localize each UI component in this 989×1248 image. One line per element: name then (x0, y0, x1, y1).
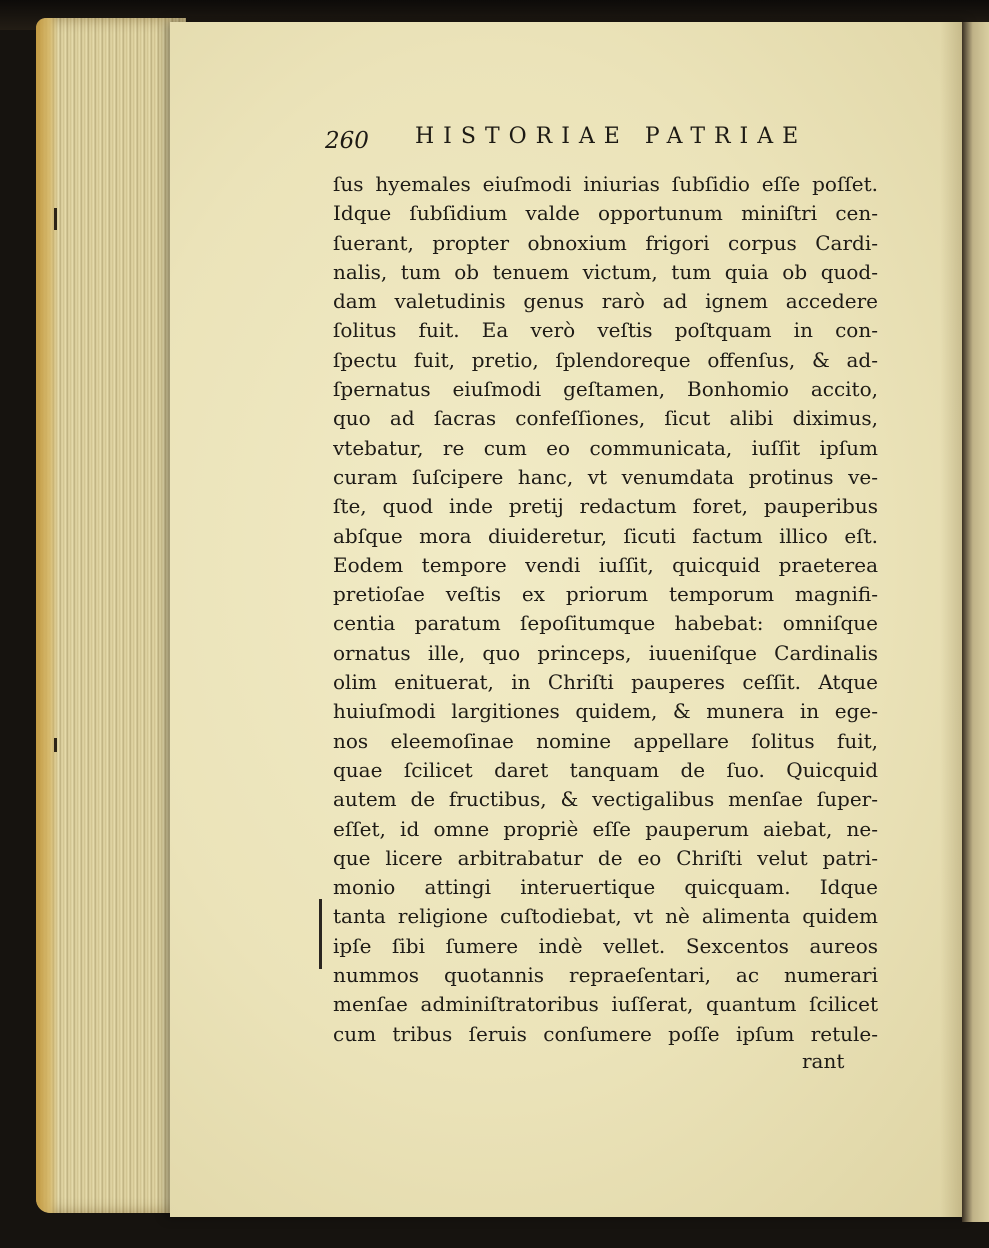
body-text (333, 170, 878, 1049)
text-line: que licere arbitrabatur de eo Chriſti velut patri- (333, 845, 878, 870)
text-line: centia paratum ſepoſitumque habebat: omniſque (333, 611, 878, 636)
stack-mark (54, 208, 57, 230)
text-line: menſae adminiſtratoribus iuſſerat, quantum ſcilicet (333, 992, 878, 1017)
facing-page-edge (962, 22, 989, 1222)
text-line: ſpectu fuit, pretio, ſplendoreque offenſus, & ad- (333, 347, 878, 372)
text-line: Idque ſubſidium valde opportunum miniſtri cen- (333, 201, 878, 226)
text-line: nalis, tum ob tenuem victum, tum quia ob quod- (333, 259, 878, 284)
text-line: eſſet, id omne propriè eſſe pauperum aiebat, ne- (333, 816, 878, 841)
text-line: vtebatur, re cum eo communicata, iuſſit ipſum (333, 435, 878, 460)
text-line: autem de fructibus, & vectigalibus menſae ſuper- (333, 787, 878, 812)
text-line: ipſe ſibi ſumere indè vellet. Sexcentos aureos (333, 933, 878, 958)
text-line: tanta religione cuſtodiebat, vt nè alimenta quidem (333, 904, 878, 929)
page-number: 260 (325, 128, 369, 154)
text-line: nos eleemoſinae nomine appellare ſolitus fuit, (333, 728, 878, 753)
text-line: pretioſae veſtis ex priorum temporum magnifi- (333, 582, 878, 607)
text-line: ſte, quod inde pretij redactum foret, pauperibus (333, 494, 878, 519)
text-line: ſus hyemales eiuſmodi iniurias ſubſidio eſſe poſſet. (333, 172, 878, 196)
text-line: ſpernatus eiuſmodi geſtamen, Bonhomio accito, (333, 377, 878, 402)
text-line: ſolitus fuit. Ea verò veſtis poſtquam in con- (333, 318, 878, 343)
catchword: rant (802, 1049, 845, 1073)
page-title: HISTORIAE PATRIAE (415, 124, 808, 149)
text-line: Eodem tempore vendi iuſſit, quicquid praeterea (333, 552, 878, 577)
text-line: cum tribus ſeruis conſumere poſſe ipſum retule- (333, 1021, 878, 1046)
text-line: quae ſcilicet daret tanquam de ſuo. Quicquid (333, 757, 878, 782)
text-line: ſuerant, propter obnoxium frigori corpus Cardi- (333, 230, 878, 255)
text-line: nummos quotannis repraeſentari, ac numerari (333, 963, 878, 988)
text-line: huiuſmodi largitiones quidem, & munera in ege- (333, 699, 878, 724)
stack-mark (54, 738, 57, 752)
text-line: monio attingi interuertique quicquam. Idque (333, 875, 878, 900)
page-stack-fore-edge (36, 18, 186, 1213)
text-line: dam valetudinis genus rarò ad ignem accedere (333, 289, 878, 314)
margin-mark (319, 899, 322, 969)
text-line: quo ad ſacras confeſſiones, ſicut alibi diximus, (333, 406, 878, 431)
text-line: ornatus ille, quo princeps, iuueniſque Cardinalis (333, 640, 878, 665)
text-line: olim enituerat, in Chriſti pauperes ceſſit. Atque (333, 670, 878, 695)
text-line: abſque mora diuideretur, ſicuti factum illico eſt. (333, 523, 878, 548)
text-line: curam ſuſcipere hanc, vt venumdata protinus ve- (333, 464, 878, 489)
